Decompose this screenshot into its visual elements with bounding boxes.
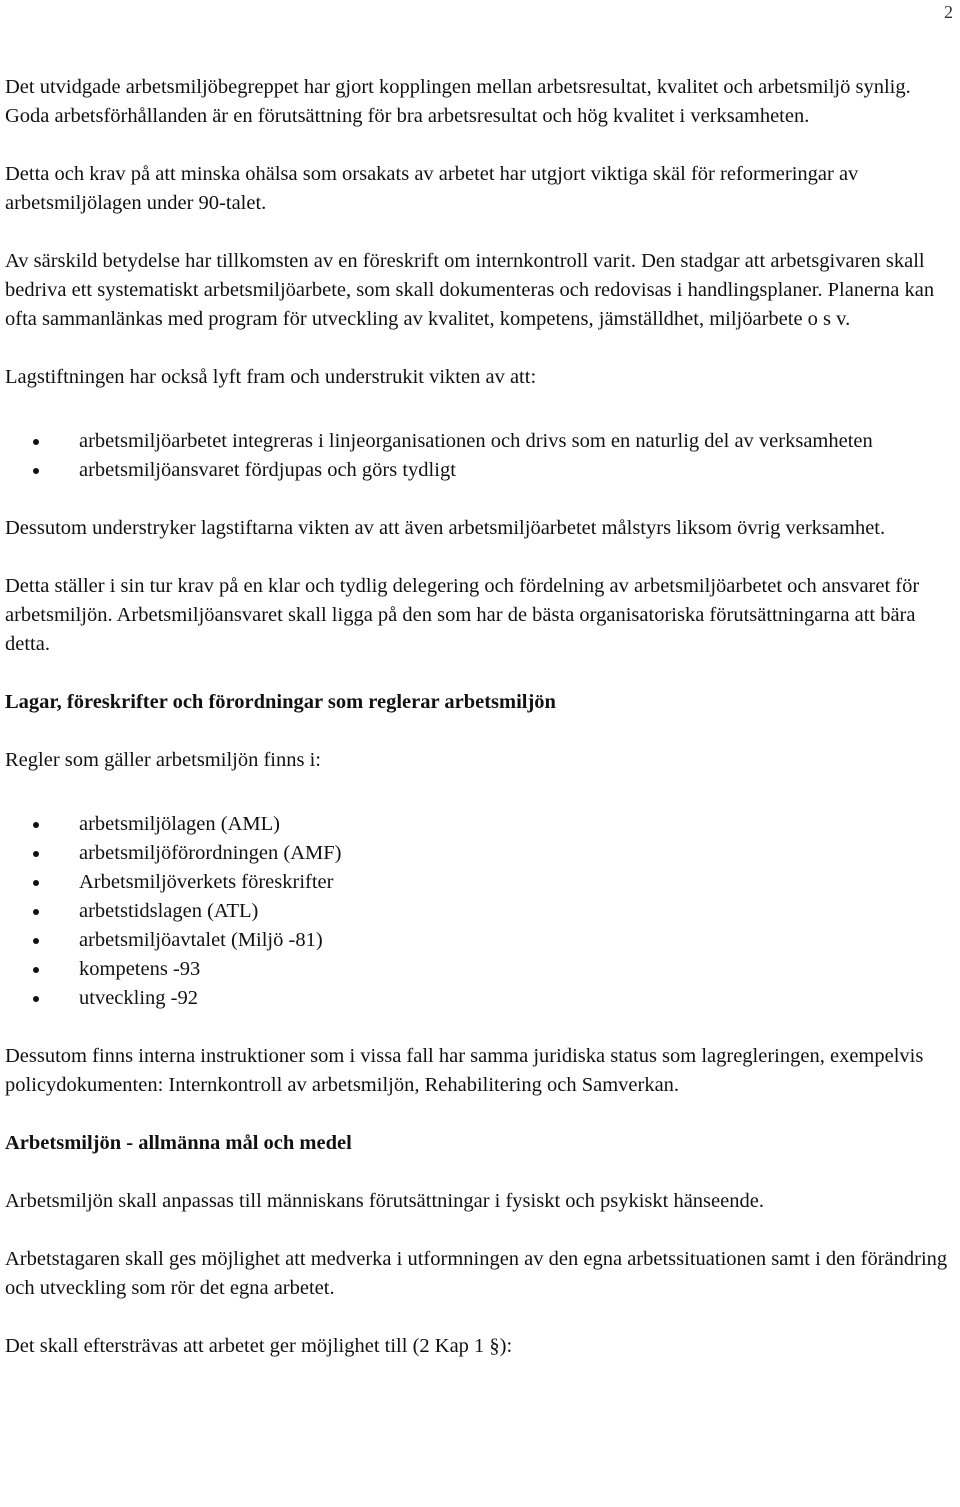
intro-paragraph-3: Av särskild betydelse har tillkomsten av en föreskrift om internkontroll varit. Den stadgar att arbetsgivaren skall bedriva ett systematiskt arbetsmiljöarbete, som skall dokumenteras och redovisas i handlingsplaner. Planerna kan ofta sammanlänkas med program för utveckling av kvalitet, kompetens, jämställdhet, miljöarbete o s v. [5,250,935,330]
legislation-emphasis-list [5,427,955,485]
intro-paragraph-1: Det utvidgade arbetsmiljöbegreppet har gjort kopplingen mellan arbetsresultat, kvalitet och arbetsmiljö synlig. Goda arbetsförhållanden är en förutsättning för bra arbetsresultat och hög kvalitet i verksamheten. [5,76,911,127]
laws-intro: Regler som gäller arbetsmiljön finns i: [5,749,321,771]
list-item: utveckling -92 [5,984,955,1013]
goals-paragraph-2: Arbetstagaren skall ges möjlighet att medverka i utformningen av den egna arbetssituationen samt i den förändring och utveckling som rör det egna arbetet. [5,1248,948,1299]
list-item: kompetens -93 [5,955,955,984]
laws-outro: Dessutom finns interna instruktioner som i vissa fall har samma juridiska status som lagregleringen, exempelvis policydokumenten: Internkontroll av arbetsmiljön, Rehabilitering och Samverkan. [5,1045,924,1096]
list-item: arbetsmiljöförordningen (AMF) [5,839,955,868]
list-item: arbetsmiljöarbetet integreras i linjeorganisationen och drivs som en naturlig del av verksamheten [5,427,955,456]
list-item: arbetsmiljölagen (AML) [5,810,955,839]
list-item: Arbetsmiljöverkets föreskrifter [5,868,955,897]
list-item: arbetstidslagen (ATL) [5,897,955,926]
regulations-list [5,810,955,1013]
goals-heading: Arbetsmiljön - allmänna mål och medel [5,1132,352,1154]
intro-paragraph-4: Lagstiftningen har också lyft fram och understrukit vikten av att: [5,366,537,388]
document-body [5,73,955,1361]
page-number: 2 [944,2,953,22]
intro-paragraph-2: Detta och krav på att minska ohälsa som orsakats av arbetet har utgjort viktiga skäl för reformeringar av arbetsmiljölagen under 90-talet. [5,163,859,214]
intro-paragraph-6: Detta ställer i sin tur krav på en klar och tydlig delegering och fördelning av arbetsmiljöarbetet och ansvaret för arbetsmiljön. Arbetsmiljöansvaret skall ligga på den som har de bästa organisatoriska förutsättningarna att bära detta. [5,575,920,655]
list-item: arbetsmiljöavtalet (Miljö -81) [5,926,955,955]
intro-paragraph-5: Dessutom understryker lagstiftarna vikten av att även arbetsmiljöarbetet målstyrs liksom övrig verksamhet. [5,517,886,539]
goals-paragraph-1: Arbetsmiljön skall anpassas till människans förutsättningar i fysiskt och psykiskt hänseende. [5,1190,764,1212]
laws-heading: Lagar, föreskrifter och förordningar som reglerar arbetsmiljön [5,691,556,713]
list-item: arbetsmiljöansvaret fördjupas och görs tydligt [5,456,955,485]
goals-paragraph-3: Det skall eftersträvas att arbetet ger möjlighet till (2 Kap 1 §): [5,1335,513,1357]
